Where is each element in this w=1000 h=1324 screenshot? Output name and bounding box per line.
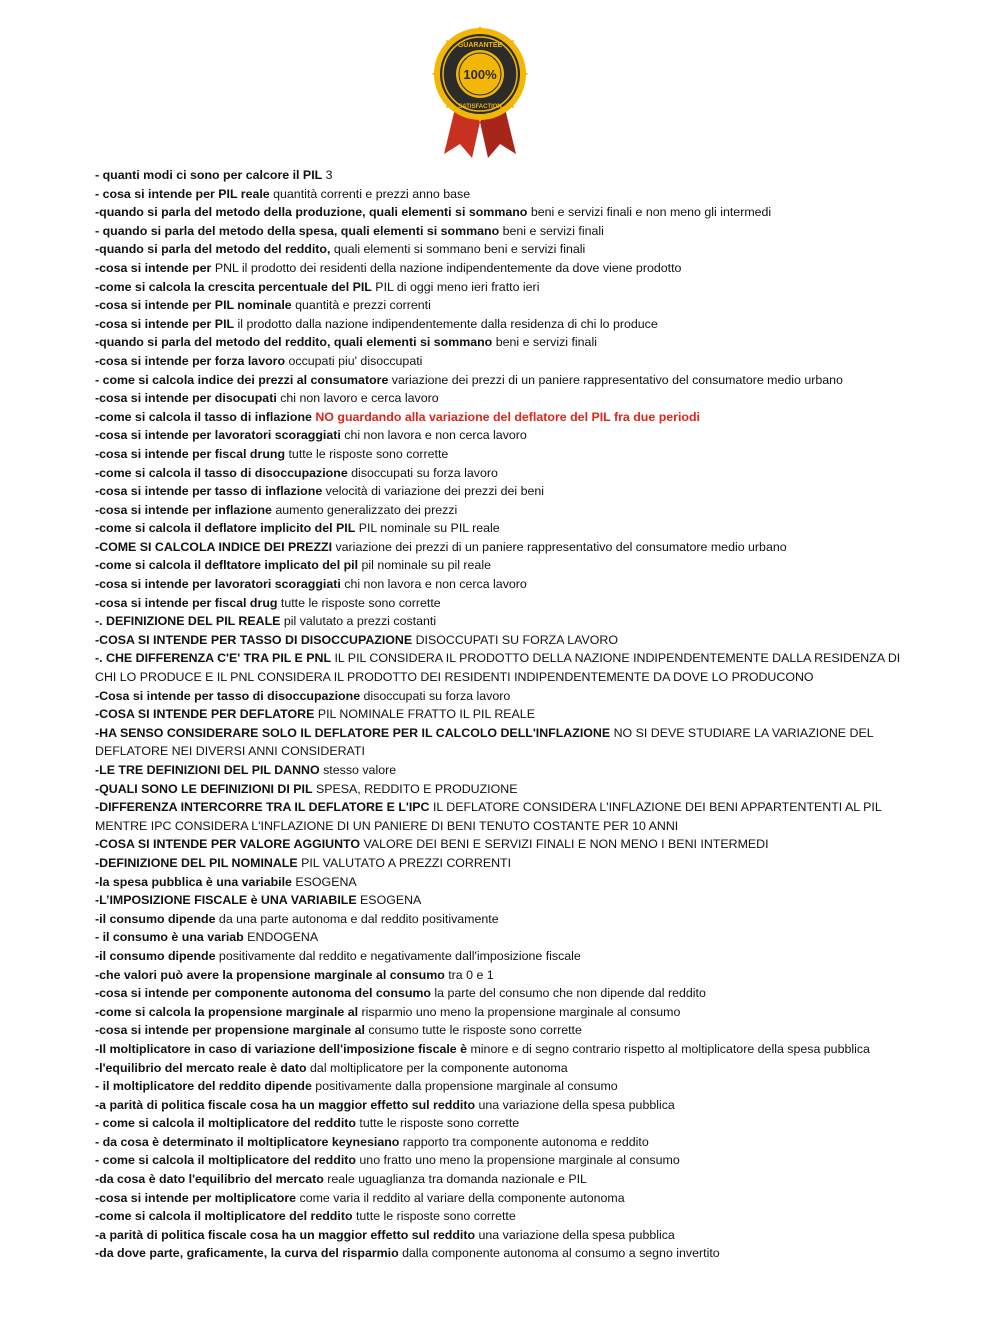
qa-line xyxy=(95,278,905,297)
qa-line xyxy=(95,333,905,352)
answer-text: SPESA, REDDITO E PRODUZIONE xyxy=(312,781,518,796)
qa-line xyxy=(95,315,905,334)
question-text: -COSA SI INTENDE PER VALORE AGGIUNTO xyxy=(95,837,361,852)
qa-line xyxy=(95,519,905,538)
qa-line xyxy=(95,910,905,929)
answer-text: pil nominale su pil reale xyxy=(358,558,491,573)
answer-text: PIL VALUTATO A PREZZI CORRENTI xyxy=(297,855,512,870)
answer-text: disoccupati su forza lavoro xyxy=(360,688,511,703)
question-text: -il consumo dipende xyxy=(95,948,216,963)
question-text: -. DEFINIZIONE DEL PIL REALE xyxy=(95,614,281,629)
qa-line xyxy=(95,835,905,854)
question-text: -la spesa pubblica è una variabile xyxy=(95,874,292,889)
answer-text: rapporto tra componente autonoma e reddito xyxy=(399,1134,649,1149)
answer-text: dal moltiplicatore per la componente autonoma xyxy=(306,1060,568,1075)
question-text: -. CHE DIFFERENZA C'E' TRA PIL E PNL xyxy=(95,651,332,666)
question-text: -quando si parla del metodo del reddito, quali elementi si sommano xyxy=(95,335,493,350)
qa-line xyxy=(95,575,905,594)
question-text: -cosa si intende per fiscal drug xyxy=(95,595,278,610)
question-text: -cosa si intende per inflazione xyxy=(95,502,272,517)
document-body xyxy=(95,166,905,1263)
answer-text: disoccupati su forza lavoro xyxy=(347,465,498,480)
question-text: - quando si parla del metodo della spesa, quali elementi si sommano xyxy=(95,223,500,238)
question-text: - da cosa è determinato il moltiplicatore keynesiano xyxy=(95,1134,400,1149)
qa-line xyxy=(95,240,905,259)
answer-text: uno fratto uno meno la propensione marginale al consumo xyxy=(355,1153,680,1168)
question-text: -COSA SI INTENDE PER TASSO DI DISOCCUPAZIONE xyxy=(95,632,413,647)
answer-text: stesso valore xyxy=(319,763,397,777)
question-text: -cosa si intende per disocupati xyxy=(95,391,277,406)
answer-text: chi non lavora e non cerca lavoro xyxy=(340,577,527,592)
answer-text: occupati piu' disoccupati xyxy=(285,353,423,368)
qa-line xyxy=(95,873,905,892)
question-text: -DEFINIZIONE DEL PIL NOMINALE xyxy=(95,855,298,870)
answer-text: una variazione della spesa pubblica xyxy=(475,1227,675,1242)
answer-text: chi non lavora e non cerca lavoro xyxy=(340,428,527,443)
answer-text: velocità di variazione dei prezzi dei beni xyxy=(322,484,544,499)
answer-text: VALORE DEI BENI E SERVIZI FINALI E NON MENO I BENI INTERMEDI xyxy=(360,837,769,852)
badge-center-text: 100% xyxy=(463,67,497,82)
question-text: -come si calcola la propensione marginale al xyxy=(95,1004,359,1019)
question-text: -cosa si intende per moltiplicatore xyxy=(95,1190,297,1205)
question-text: -da dove parte, graficamente, la curva del risparmio xyxy=(95,1246,399,1261)
qa-line xyxy=(95,556,905,575)
qa-line xyxy=(95,1207,905,1226)
qa-line xyxy=(95,798,905,835)
question-text: -cosa si intende per PIL nominale xyxy=(95,298,292,313)
answer-text: dalla componente autonoma al consumo a segno invertito xyxy=(398,1246,720,1261)
qa-line xyxy=(95,631,905,650)
answer-text: pil valutato a prezzi costanti xyxy=(280,614,437,629)
answer-text: ENDOGENA xyxy=(243,930,319,945)
qa-line xyxy=(95,761,905,780)
qa-line xyxy=(95,203,905,222)
answer-text: tutte le risposte sono corrette xyxy=(285,446,449,461)
qa-line xyxy=(95,1077,905,1096)
answer-text: tutte le risposte sono corrette xyxy=(352,1209,516,1224)
answer-text: PIL di oggi meno ieri fratto ieri xyxy=(371,279,540,294)
question-text: - come si calcola indice dei prezzi al consumatore xyxy=(95,372,389,387)
question-text: -l'equilibrio del mercato reale è dato xyxy=(95,1060,307,1075)
qa-line xyxy=(95,371,905,390)
question-text: -DIFFERENZA INTERCORRE TRA IL DEFLATORE E L'IPC xyxy=(95,800,430,815)
question-text: -cosa si intende per fiscal drung xyxy=(95,446,286,461)
question-text: -cosa si intende per componente autonoma del consumo xyxy=(95,986,431,1001)
qa-line xyxy=(95,1170,905,1189)
qa-line xyxy=(95,408,905,427)
qa-line xyxy=(95,426,905,445)
answer-text: aumento generalizzato dei prezzi xyxy=(271,502,458,517)
answer-text: beni e servizi finali e non meno gli intermedi xyxy=(527,205,772,220)
question-text: -come si calcola la crescita percentuale del PIL xyxy=(95,279,372,294)
question-text: - il moltiplicatore del reddito dipende xyxy=(95,1079,312,1094)
qa-line xyxy=(95,947,905,966)
answer-text: NO SI DEVE STUDIARE LA VARIAZIONE DEL DEFLATORE NEI DIVERSI ANNI CONSIDERATI xyxy=(95,725,874,759)
qa-line xyxy=(95,538,905,557)
qa-line xyxy=(95,1226,905,1245)
qa-line xyxy=(95,1151,905,1170)
qa-line xyxy=(95,928,905,947)
qa-line xyxy=(95,445,905,464)
qa-line xyxy=(95,705,905,724)
question-text: - come si calcola il moltiplicatore del reddito xyxy=(95,1116,356,1131)
qa-line xyxy=(95,259,905,278)
answer-text: risparmio uno meno la propensione marginale al consumo xyxy=(358,1004,681,1019)
question-text: -quando si parla del metodo della produzione, quali elementi si sommano xyxy=(95,205,528,220)
question-text: -cosa si intende per xyxy=(95,260,212,275)
qa-line xyxy=(95,687,905,706)
question-text: -come si calcola il tasso di inflazione xyxy=(95,409,312,424)
question-text: -che valori può avere la propensione marginale al consumo xyxy=(95,967,445,982)
answer-text: IL PIL CONSIDERA IL PRODOTTO DELLA NAZIONE INDIPENDENTEMENTE DALLA RESIDENZA DI CHI LO PRODUCE E IL PNL CONSIDERA IL PRODOTTO DEI RESIDENTI INDIPENDENTEMENTE DA DOVE LO PRODUCONO xyxy=(95,651,901,685)
question-text: -cosa si intende per forza lavoro xyxy=(95,353,286,368)
answer-text: positivamente dalla propensione marginale al consumo xyxy=(311,1079,618,1094)
answer-text: minore e di segno contrario rispetto al moltiplicatore della spesa pubblica xyxy=(467,1041,870,1056)
qa-line xyxy=(95,649,905,686)
question-text: -a parità di politica fiscale cosa ha un maggior effetto sul reddito xyxy=(95,1227,476,1242)
question-text: -cosa si intende per PIL xyxy=(95,316,235,331)
question-text: -cosa si intende per propensione marginale al xyxy=(95,1023,365,1038)
answer-text: chi non lavoro e cerca lavoro xyxy=(276,391,439,406)
question-text: -cosa si intende per lavoratori scoraggiati xyxy=(95,577,341,592)
qa-line xyxy=(95,1096,905,1115)
qa-line xyxy=(95,222,905,241)
answer-text: NO guardando alla variazione del deflatore del PIL fra due periodi xyxy=(311,409,701,424)
qa-line xyxy=(95,185,905,204)
qa-line xyxy=(95,1114,905,1133)
question-text: -il consumo dipende xyxy=(95,911,216,926)
answer-text: IL DEFLATORE CONSIDERA L'INFLAZIONE DEI BENI APPARTENTENTI AL PIL MENTRE IPC CONSIDERA L'INFLAZIONE DI UN PANIERE DI BENI TENUTO COSTANTE PER 10 ANNI xyxy=(95,800,882,833)
answer-text: 3 xyxy=(322,168,333,182)
qa-line xyxy=(95,352,905,371)
question-text: -HA SENSO CONSIDERARE SOLO IL DEFLATORE PER IL CALCOLO DELL'INFLAZIONE xyxy=(95,725,611,740)
qa-line xyxy=(95,612,905,631)
qa-line xyxy=(95,724,905,761)
answer-text: consumo tutte le risposte sono corrette xyxy=(364,1023,582,1038)
answer-text: quali elementi si sommano beni e servizi finali xyxy=(330,242,586,257)
answer-text: come varia il reddito al variare della componente autonoma xyxy=(296,1190,625,1205)
qa-line xyxy=(95,389,905,408)
answer-text: tutte le risposte sono corrette xyxy=(355,1116,520,1131)
answer-text: PIL NOMINALE FRATTO IL PIL REALE xyxy=(314,707,535,722)
answer-text: il prodotto dalla nazione indipendentemente dalla residenza di chi lo produce xyxy=(234,316,658,331)
question-text: -come si calcola il moltiplicatore del reddito xyxy=(95,1209,353,1224)
answer-text: ESOGENA xyxy=(291,874,357,889)
question-text: - quanti modi ci sono per calcore il PIL xyxy=(95,168,323,182)
qa-line xyxy=(95,891,905,910)
question-text: -COSA SI INTENDE PER DEFLATORE xyxy=(95,707,315,722)
question-text: -come si calcola il tasso di disoccupazione xyxy=(95,465,348,480)
qa-line xyxy=(95,1040,905,1059)
qa-line xyxy=(95,1021,905,1040)
question-text: -come si calcola il deflatore implicito del PIL xyxy=(95,521,356,536)
guarantee-seal-icon xyxy=(428,26,532,168)
answer-text: la parte del consumo che non dipende dal reddito xyxy=(430,986,706,1001)
question-text: -Cosa si intende per tasso di disoccupazione xyxy=(95,688,361,703)
qa-line xyxy=(95,1003,905,1022)
question-text: -come si calcola il defltatore implicato del pil xyxy=(95,558,359,573)
answer-text: PNL il prodotto dei residenti della nazione indipendentemente da dove viene prodotto xyxy=(211,260,682,275)
badge-bottom-text: SATISFACTION xyxy=(458,104,502,110)
answer-text: variazione dei prezzi di un paniere rappresentativo del consumatore medio urbano xyxy=(332,539,787,554)
qa-line xyxy=(95,780,905,799)
answer-text: beni e servizi finali xyxy=(499,223,604,238)
question-text: -COME SI CALCOLA INDICE DEI PREZZI xyxy=(95,539,333,554)
question-text: -QUALI SONO LE DEFINIZIONI DI PIL xyxy=(95,781,313,796)
question-text: -Il moltiplicatore in caso di variazione dell'imposizione fiscale è xyxy=(95,1041,468,1056)
answer-text: beni e servizi finali xyxy=(492,335,597,350)
answer-text: PIL nominale su PIL reale xyxy=(355,521,500,536)
qa-line xyxy=(95,1189,905,1208)
answer-text: da una parte autonoma e dal reddito positivamente xyxy=(215,911,499,926)
answer-text: ESOGENA xyxy=(356,893,422,908)
qa-line xyxy=(95,501,905,520)
qa-line xyxy=(95,984,905,1003)
question-text: - il consumo è una variab xyxy=(95,930,244,945)
question-text: -L’IMPOSIZIONE FISCALE è UNA VARIABILE xyxy=(95,893,357,908)
question-text: -cosa si intende per lavoratori scoraggiati xyxy=(95,428,341,443)
guarantee-badge xyxy=(428,26,532,168)
qa-line xyxy=(95,166,905,185)
answer-text: DISOCCUPATI SU FORZA LAVORO xyxy=(412,632,618,647)
answer-text: tutte le risposte sono corrette xyxy=(277,595,441,610)
question-text: -LE TRE DEFINIZIONI DEL PIL DANNO xyxy=(95,763,320,777)
question-text: -da cosa è dato l'equilibrio del mercato xyxy=(95,1172,324,1187)
question-text: -cosa si intende per tasso di inflazione xyxy=(95,484,323,499)
qa-line xyxy=(95,296,905,315)
answer-text: quantità correnti e prezzi anno base xyxy=(269,186,471,201)
qa-line xyxy=(95,594,905,613)
qa-line xyxy=(95,966,905,985)
qa-line xyxy=(95,854,905,873)
qa-line xyxy=(95,482,905,501)
answer-text: quantità e prezzi correnti xyxy=(291,298,431,313)
answer-text: positivamente dal reddito e negativamente dall'imposizione fiscale xyxy=(215,948,581,963)
answer-text: tra 0 e 1 xyxy=(444,967,494,982)
qa-line xyxy=(95,464,905,483)
qa-line xyxy=(95,1133,905,1152)
answer-text: variazione dei prezzi di un paniere rappresentativo del consumatore medio urbano xyxy=(388,372,843,387)
badge-top-text: GUARANTEE xyxy=(457,42,503,49)
qa-line xyxy=(95,1244,905,1263)
question-text: -quando si parla del metodo del reddito, xyxy=(95,242,331,257)
qa-line xyxy=(95,1059,905,1078)
question-text: - come si calcola il moltiplicatore del reddito xyxy=(95,1153,356,1168)
question-text: -a parità di politica fiscale cosa ha un maggior effetto sul reddito xyxy=(95,1097,476,1112)
question-text: - cosa si intende per PIL reale xyxy=(95,186,270,201)
answer-text: reale uguaglianza tra domanda nazionale e PIL xyxy=(323,1172,587,1187)
answer-text: una variazione della spesa pubblica xyxy=(475,1097,675,1112)
